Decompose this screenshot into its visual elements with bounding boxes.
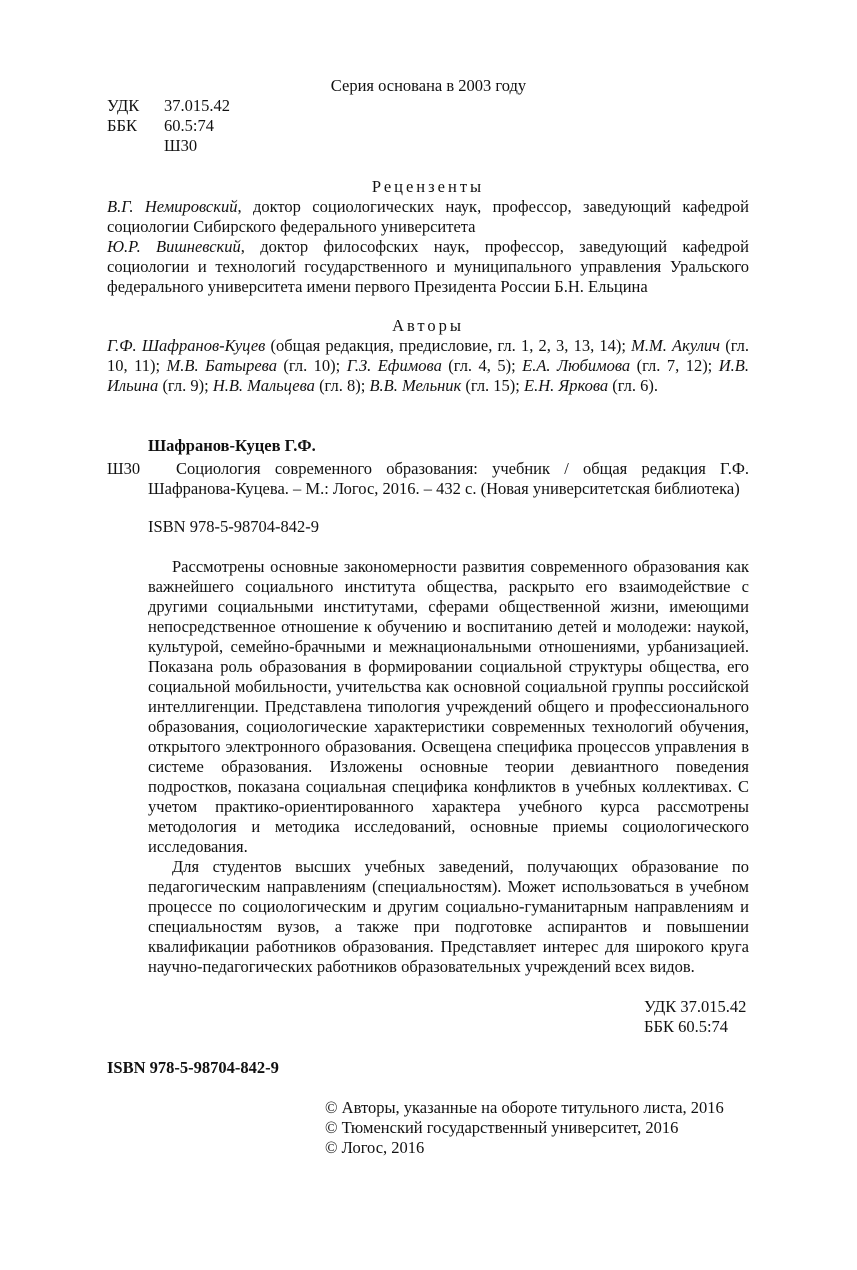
reviewer-entry (107, 237, 749, 297)
reviewer-name: В.Г. Немировский (107, 197, 238, 216)
abstract-paragraph: Рассмотрены основные закономерности развития современного образования как важнейшего социального института общества, раскрыто его взаимодействие с другими социальными институтами, сферами общественной жизни, имеющими непосредственное отношение к обучению и воспитанию детей и молодежи: наукой, культурой, семейно-брачными и межнациональными отношениями, урбанизацией. Показана роль образования в формировании социальной структуры общества, его социальной мобильности, учительства как основной социальной группы российской интеллигенции. Представлена типология учреждений общего и профессионального образования, социологические характеристики современных технологий обучения, открытого электронного образования. Освещена специфика процессов управления в системе образования. Изложены основные теории девиантного поведения подростков, показана социальная специфика конфликтов в учебных коллективах. С учетом практико-ориентированного характера учебного курса рассмотрены методология и методика исследований, основные приемы социологического исследования. (148, 557, 749, 856)
catalog-entry-code: Ш30 (107, 459, 141, 478)
catalog-entry-isbn: ISBN 978-5-98704-842-9 (148, 517, 319, 536)
author-name: В.В. Мельник (369, 376, 462, 395)
author-role: (гл. 15); (461, 376, 525, 395)
authors-section (107, 316, 749, 396)
copyright-line: © Авторы, указанные на обороте титульного листа, 2016 (325, 1098, 724, 1117)
bbk-label: ББК (107, 116, 137, 135)
author-name: Е.А. Любимова (522, 356, 631, 375)
catalog-entry-author: Шафранов-Куцев Г.Ф. (148, 436, 316, 455)
author-name: М.В. Батырева (166, 356, 277, 375)
abstract-paragraph: Для студентов высших учебных заведений, получающих образование по педагогическим направлениям (специальностям). Может использоваться в учебном процессе по социологическим и другим социально-гуманитарным направлениям и специальностям вузов, а также при подготовке аспирантов и повышении квалификации работников образования. Представляет интерес для широкого круга научно-педагогических работников образовательных учреждений всех видов. (148, 857, 749, 976)
author-name: Е.Н. Яркова (524, 376, 609, 395)
author-role: (гл. 8); (314, 376, 370, 395)
author-name: И.В. Ильина (107, 356, 749, 395)
bbk-row (107, 116, 230, 136)
bbk-value: 60.5:74 (164, 116, 214, 135)
authors-heading: Авторы (392, 316, 464, 335)
isbn-bold: ISBN 978-5-98704-842-9 (107, 1058, 279, 1077)
reviewer-desc: , доктор философских наук, профессор, заведующий кафедрой социологии и технологий государственного и муниципального управления Уральского федерального университета имени первого Президента России Б.Н. Ельцина (107, 237, 749, 296)
author-role: (общая редакция, предисловие, гл. 1, 2, 3, 13, 14); (265, 336, 632, 355)
bottom-bbk: ББК 60.5:74 (644, 1017, 729, 1036)
author-name: М.М. Акулич (631, 336, 721, 355)
reviewers-heading: Рецензенты (371, 177, 485, 196)
author-role: (гл. 9); (158, 376, 213, 395)
copyright-line: © Логос, 2016 (325, 1138, 425, 1157)
authors-list (107, 336, 749, 396)
author-role: (гл. 10); (276, 356, 347, 375)
author-role: (гл. 4, 5); (441, 356, 523, 375)
reviewers-section (107, 177, 749, 297)
udk-label: УДК (107, 96, 140, 115)
author-sign-row (107, 136, 230, 156)
udk-row (107, 96, 230, 116)
catalog-entry-description: Социология современного образования: учебник / общая редакция Г.Ф. Шафранова-Куцева. – М.: Логос, 2016. – 432 с. (Новая университетская библиотека) (148, 459, 749, 498)
author-role: (гл. 7, 12); (630, 356, 719, 375)
bottom-codes (644, 997, 746, 1037)
copyright-line: © Тюменский государственный университет, 2016 (325, 1118, 679, 1137)
reviewer-desc: , доктор социологических наук, профессор, заведующий кафедрой социологии Сибирского федерального университета (107, 197, 749, 236)
author-role: (гл. 10, 11); (107, 336, 749, 375)
reviewer-entry (107, 197, 749, 237)
author-role: (гл. 6). (608, 376, 659, 395)
author-name: Г.Ф. Шафранов-Куцев (107, 336, 266, 355)
reviewer-name: Ю.Р. Вишневский (107, 237, 241, 256)
abstract (148, 557, 749, 977)
copyrights (325, 1098, 724, 1158)
udk-value: 37.015.42 (164, 96, 230, 115)
series-note: Серия основана в 2003 году (330, 76, 527, 95)
author-name: Н.В. Мальцева (212, 376, 315, 395)
classification-codes (107, 96, 230, 156)
author-name: Г.З. Ефимова (346, 356, 442, 375)
author-sign: Ш30 (164, 136, 198, 155)
bottom-udk: УДК 37.015.42 (644, 997, 747, 1016)
